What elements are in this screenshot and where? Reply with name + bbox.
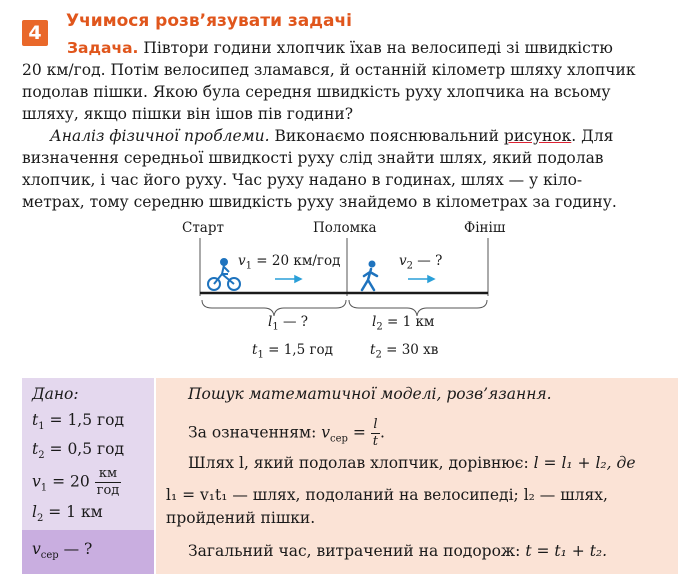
- analysis-line-3: хлопчик, і час його руху. Час руху надано в годинах, шлях — у кіло-: [22, 171, 583, 189]
- section-title: Учимося розв’язувати задачі: [66, 11, 352, 31]
- given-t2: $t_2 = 0,5$ год: [32, 440, 125, 462]
- given-v1-unit: $\frac{км}{\text{год}}$: [96, 466, 120, 498]
- problem-line-4: шляху, якщо пішки він ішов пів години?: [22, 105, 354, 123]
- section-number-badge: 4: [22, 20, 48, 46]
- t1-label: $t_1 = 1,5$ год: [252, 342, 333, 361]
- analysis-line-2: визначення середньої швидкості руху слід знайти шлях, який подолав: [22, 149, 604, 167]
- problem-label: Задача.: [67, 39, 139, 57]
- walker-icon: [362, 261, 377, 291]
- v2-arrow: [408, 276, 434, 282]
- figure-link[interactable]: рисунок: [503, 127, 572, 145]
- finish-label: Фініш: [464, 220, 506, 236]
- problem-paragraph: [22, 37, 672, 125]
- solution-heading: Пошук математичної моделі, розв’язання.: [188, 385, 552, 403]
- solution-time-line: Загальний час, витрачений на подорож: t = t₁ + t₂.: [188, 542, 608, 560]
- given-t1: $t_1 = 1,5$ год: [32, 411, 125, 433]
- given-heading: Дано:: [32, 385, 79, 403]
- l1-label: $l_1$ — ?: [268, 314, 309, 333]
- given-v1: $v_1 = 20$ $\frac{км}{\text{год}}$: [32, 466, 120, 498]
- solution-l1-line-2: пройдений пішки.: [166, 509, 316, 527]
- v2-label: $v_2$ — ?: [399, 253, 443, 272]
- analysis-label: Аналіз фізичної проблеми.: [50, 127, 270, 145]
- start-label: Старт: [182, 220, 224, 236]
- t2-label: $t_2 = 30$ хв: [370, 342, 439, 361]
- solution-l1-line: l₁ = v₁t₁ — шлях, подоланий на велосипеді; l₂ — шлях,: [166, 486, 608, 504]
- cyclist-icon: [208, 259, 240, 290]
- v1-arrow: [275, 276, 301, 282]
- analysis-line-4: метрах, тому середню швидкість руху знайдемо в кілометрах за годину.: [22, 193, 617, 211]
- problem-line-1: Півтори години хлопчик їхав на велосипеді зі швидкістю: [143, 39, 613, 57]
- analysis-paragraph: [22, 125, 672, 213]
- breakdown-label: Поломка: [313, 220, 377, 236]
- problem-line-3: подолав пішки. Якою була середня швидкість руху хлопчика на всьому: [22, 83, 611, 101]
- l2-label: $l_2 = 1$ км: [372, 314, 435, 333]
- v1-label: $v_1 = 20$ км/год: [238, 253, 341, 272]
- given-l2: $l_2 = 1$ км: [32, 503, 103, 525]
- solution-path-line: Шлях l, який подолав хлопчик, дорівнює: l = l₁ + l₂, де: [188, 454, 636, 472]
- solution-definition: За означенням: $v_{сер}$ = $\frac{l}{t}$ .: [188, 417, 385, 449]
- problem-line-2: 20 км/год. Потім велосипед зламався, й останній кілометр шляху хлопчик: [22, 61, 636, 79]
- motion-diagram: [180, 236, 510, 336]
- given-question: $v_{сер}$ — ?: [32, 540, 93, 562]
- analysis-text-end: . Для: [571, 127, 614, 145]
- analysis-text: Виконаємо пояснювальний: [274, 127, 499, 145]
